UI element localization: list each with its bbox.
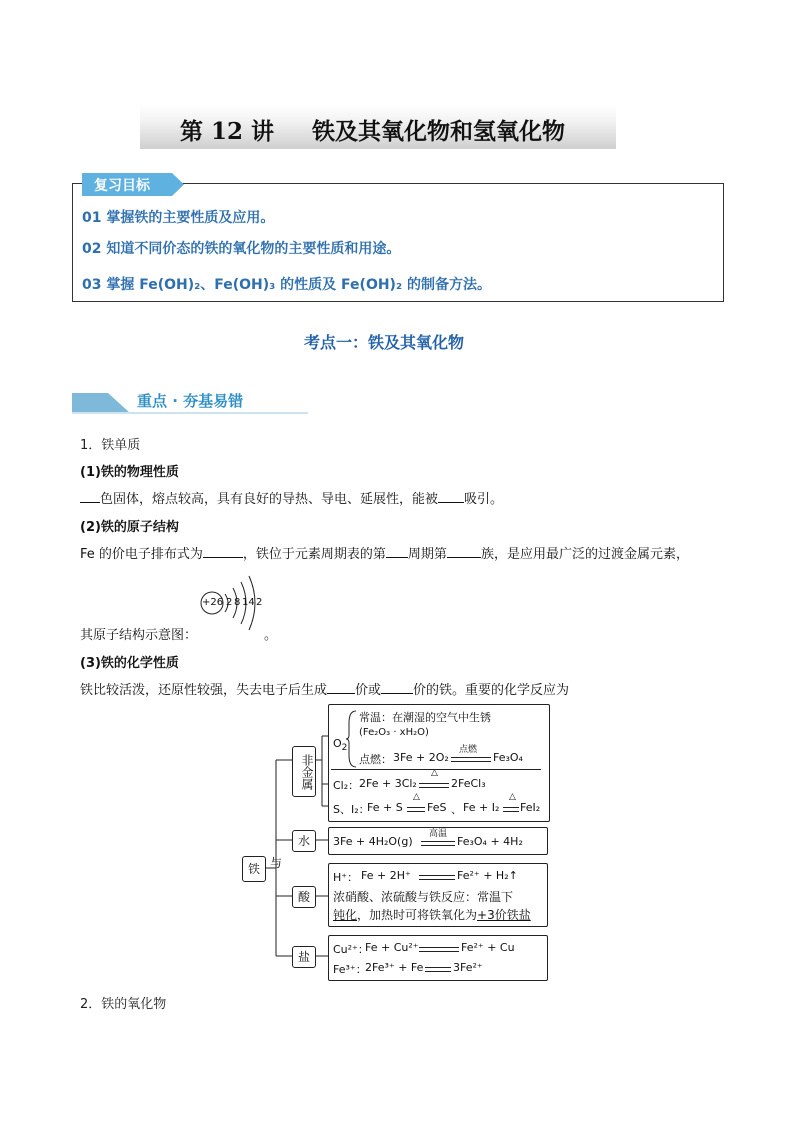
shell-electrons: 8	[234, 597, 241, 608]
separator: 、	[451, 803, 462, 816]
i2-reactants: Fe + I₂	[463, 801, 500, 814]
i2-condition: △	[509, 792, 516, 802]
i2-product: FeI₂	[520, 801, 541, 814]
root-iron: 铁	[242, 856, 266, 882]
fe3-products: 3Fe²⁺	[453, 961, 483, 974]
physical-heading: (1)铁的物理性质	[80, 465, 179, 480]
cl2-label: Cl₂：	[333, 779, 360, 792]
equals-sign	[407, 807, 425, 812]
reaction-map	[240, 702, 552, 984]
equals-sign	[451, 757, 491, 762]
structure-text: Fe 的价电子排布式为 ，铁位于元素周期表的第 周期第 族，是应用最广泛的过渡金属元素，	[80, 547, 689, 562]
shell-electrons: 2	[256, 597, 263, 608]
acid-reactions-box	[328, 863, 548, 927]
water-reaction-box	[328, 827, 548, 855]
ignite-reactants: 3Fe + 2O₂	[393, 751, 449, 764]
diagram-end: 。	[264, 628, 278, 643]
nonmetal-reactions-box	[328, 704, 550, 822]
water-condition: 高温	[429, 829, 448, 839]
title-banner	[140, 105, 616, 149]
shell-electrons: 2	[226, 597, 233, 608]
equals-sign	[419, 783, 449, 788]
section-title: 考点一：铁及其氧化物	[304, 333, 465, 352]
s-reactants: Fe + S	[367, 801, 403, 814]
key-point-label: 重点 · 夯基易错	[137, 392, 244, 410]
cl2-reactants: 2Fe + 3Cl₂	[359, 777, 417, 790]
chemical-heading: (3)铁的化学性质	[80, 656, 179, 671]
o2-label: $O_2$	[333, 737, 348, 754]
s-i2-label: S、I₂：	[333, 803, 370, 816]
cl2-product: 2FeCl₃	[451, 777, 486, 790]
key-point-underline	[72, 412, 308, 414]
acid-reactants: Fe + 2H⁺	[361, 869, 411, 882]
equals-sign	[503, 807, 519, 812]
acid-label: H⁺：	[333, 871, 359, 884]
chemical-text: 铁比较活泼，还原性较强，失去电子后生成 价或 价的铁。重要的化学反应为	[80, 683, 570, 698]
equals-sign	[421, 841, 455, 846]
water-reactants: 3Fe + 4H₂O(g)	[333, 835, 413, 848]
structure-heading: (2)铁的原子结构	[80, 520, 179, 535]
objectives-tag	[82, 173, 184, 196]
concentrated-acid-text: 浓硝酸、浓硫酸与铁反应：常温下	[333, 890, 514, 904]
objective-item: 03 掌握 Fe(OH)₂、Fe(OH)₃ 的性质及 Fe(OH)₂ 的制备方法。	[82, 277, 491, 293]
diagram-label: 其原子结构示意图：	[80, 628, 198, 643]
ignite-product: Fe₃O₄	[493, 751, 523, 764]
fe3-label: Fe³⁺：	[333, 963, 367, 976]
link-with: 与	[270, 856, 283, 870]
branch-water: 水	[292, 830, 316, 852]
normal-temp-text: 常温：在潮湿的空气中生锈	[359, 711, 491, 724]
lecture-number: 第 12 讲	[180, 118, 275, 145]
atom-structure-diagram	[195, 572, 275, 634]
part2-heading: 2．铁的氧化物	[80, 997, 167, 1012]
salt-reactions-box	[328, 935, 548, 981]
physical-text: 色固体，熔点较高，具有良好的导热、导电、延展性，能被 吸引。	[80, 488, 503, 507]
fill-blank[interactable]	[386, 545, 408, 558]
objective-item: 02 知道不同价态的铁的氧化物的主要性质和用途。	[82, 241, 401, 257]
s-product: FeS	[427, 801, 447, 814]
cl2-condition: △	[431, 768, 438, 778]
objective-item: 01 掌握铁的主要性质及应用。	[82, 210, 275, 226]
water-products: Fe₃O₄ + 4H₂	[457, 835, 523, 848]
fill-blank[interactable]	[447, 545, 481, 558]
rust-formula: (Fe₂O₃ · xH₂O)	[359, 727, 429, 738]
ignite-condition: 点燃	[459, 745, 478, 755]
ignite-label: 点燃：	[359, 753, 392, 766]
fe3-reactants: 2Fe³⁺ + Fe	[365, 961, 424, 974]
equals-sign	[419, 947, 459, 952]
fill-blank[interactable]	[203, 545, 243, 558]
objectives-tag-label: 复习目标	[94, 178, 150, 194]
cu-reactants: Fe + Cu²⁺	[365, 941, 419, 954]
fill-blank[interactable]	[381, 681, 413, 694]
nucleus-charge: +26	[202, 597, 224, 608]
fill-blank[interactable]	[327, 681, 355, 694]
cu-products: Fe²⁺ + Cu	[461, 941, 515, 954]
fill-blank[interactable]	[80, 490, 100, 503]
branch-salt: 盐	[292, 946, 316, 968]
fill-blank[interactable]	[438, 490, 464, 503]
equals-sign	[425, 967, 451, 972]
shell-electrons: 14	[242, 597, 255, 608]
acid-products: Fe²⁺ + H₂↑	[457, 869, 518, 882]
branch-nonmetal: 非金属	[292, 746, 316, 797]
part1-heading: 1．铁单质	[80, 438, 141, 453]
s-condition: △	[413, 792, 420, 802]
passivation-text: 钝化，加热时可将铁氧化为+3价铁盐	[333, 908, 531, 922]
cu-label: Cu²⁺：	[333, 943, 369, 956]
equals-sign	[419, 875, 455, 880]
lecture-topic: 铁及其氧化物和氢氧化物	[312, 118, 565, 145]
branch-acid: 酸	[292, 886, 316, 908]
